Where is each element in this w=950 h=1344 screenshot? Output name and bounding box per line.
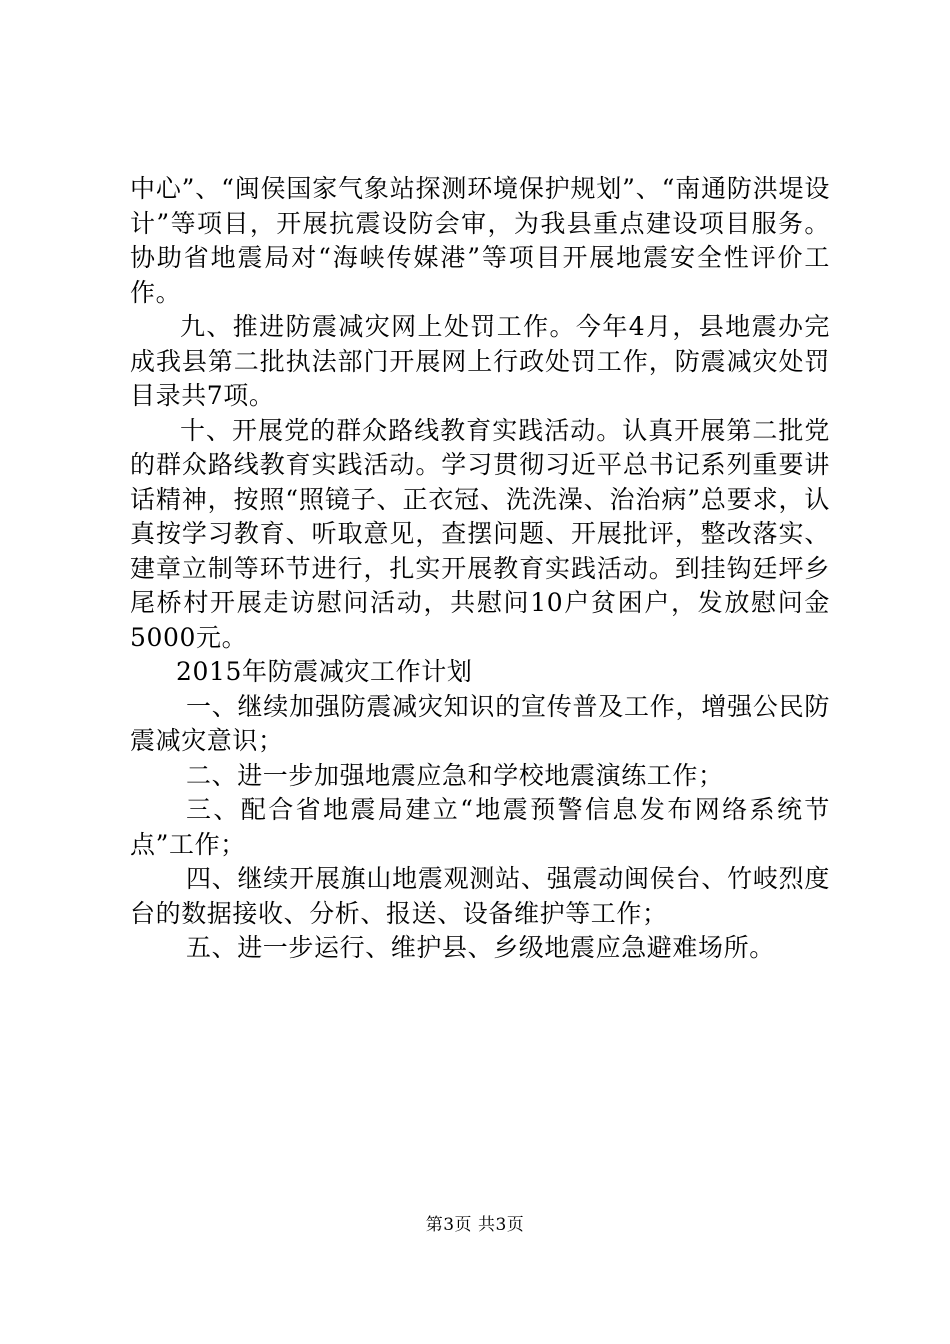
paragraph-item-nine: 九、推进防震减灾网上处罚工作。今年4月，县地震办完成我县第二批执法部门开展网上行政处罚工作，防震减灾处罚目录共7项。 [130,312,830,410]
plan-item-five: 五、进一步运行、维护县、乡级地震应急避难场所。 [186,933,775,962]
plan-section-title: 2015年防震减灾工作计划 [176,657,473,686]
plan-item-one: 一、继续加强防震减灾知识的宣传普及工作，增强公民防震减灾意识； [130,691,830,755]
plan-item-two: 二、进一步加强地震应急和学校地震演练工作； [186,760,724,790]
document-body [130,172,830,966]
paragraph-item-ten: 十、开展党的群众路线教育实践活动。认真开展第二批党的群众路线教育实践活动。学习贯彻习近平总书记系列重要讲话精神，按照“照镜子、正衣冠、洗洗澡、治治病”总要求，认真按学习教育、听取意见，查摆问题、开展批评，整改落实、建章立制等环节进行，扎实开展教育实践活动。到挂钩廷坪乡尾桥村开展走访慰问活动，共慰问10户贫困户，发放慰问金5000元。 [130,415,830,652]
plan-item-three: 三、配合省地震局建立“地震预警信息发布网络系统节点”工作； [130,795,830,859]
plan-item-four: 四、继续开展旗山地震观测站、强震动闽侯台、竹岐烈度台的数据接收、分析、报送、设备维护等工作； [130,864,830,928]
paragraph-project-review: 中心”、“闽侯国家气象站探测环境保护规划”、“南通防洪堤设计”等项目，开展抗震设防会审，为我县重点建设项目服务。协助省地震局对“海峡传媒港”等项目开展地震安全性评价工作。 [130,174,830,307]
page-number-footer: 第3页 共3页 [425,1215,525,1235]
